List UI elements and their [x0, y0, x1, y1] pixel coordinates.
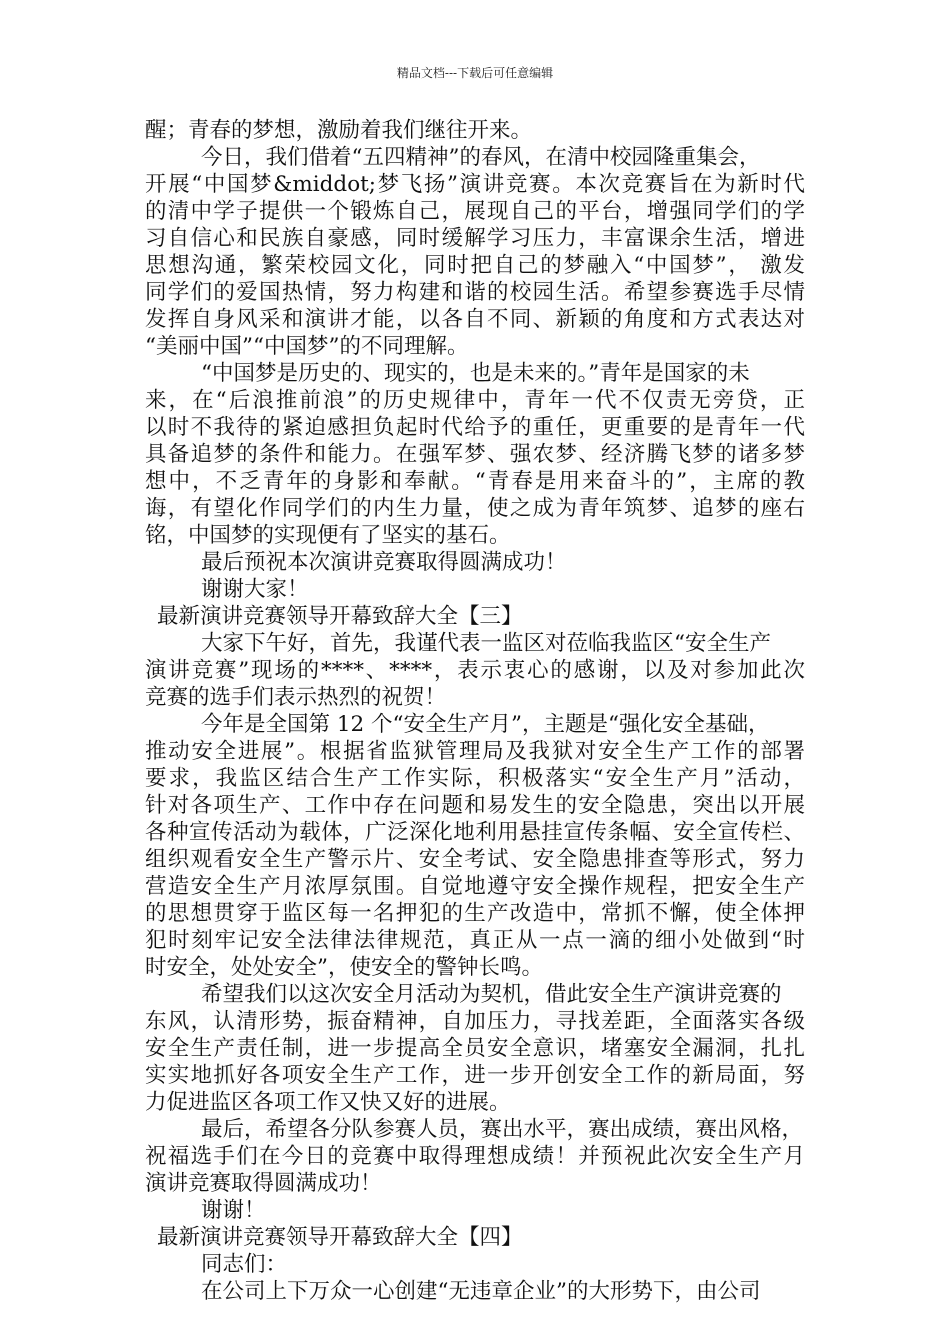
text-line: 诲，有望化作同学们的内生力量，使之成为青年筑梦、追梦的座右	[145, 496, 805, 521]
text-line: 谢谢大家！	[201, 577, 309, 602]
text-line: 的清中学子提供一个锻炼自己，展现自己的平台，增强同学们的学	[145, 199, 805, 224]
text-line: 醒；青春的梦想，激励着我们继往开来。	[145, 118, 533, 143]
document-body	[145, 117, 805, 1305]
text-line: 推动安全进展”。根据省监狱管理局及我狱对安全生产工作的部署	[145, 739, 805, 764]
section-heading: 最新演讲竞赛领导开幕致辞大全【三】	[157, 604, 523, 629]
text-line: 同志们：	[201, 1252, 288, 1277]
text-line: 组织观看安全生产警示片、安全考试、安全隐患排查等形式，努力	[145, 847, 805, 872]
text-line: 同学们的爱国热情，努力构建和谐的校园生活。希望参赛选手尽情	[145, 280, 805, 305]
text-line: 祝福选手们在今日的竞赛中取得理想成绩！并预祝此次安全生产月	[145, 1144, 805, 1169]
text-line: 营造安全生产月浓厚氛围。自觉地遵守安全操作规程，把安全生产	[145, 874, 805, 899]
text-line: 谢谢！	[201, 1198, 266, 1223]
text-line: 最后，希望各分队参赛人员，赛出水平，赛出成绩，赛出风格，	[201, 1117, 804, 1142]
text-line: 安全生产责任制，进一步提高全员安全意识，堵塞安全漏洞，扎扎	[145, 1036, 805, 1061]
text-line: 发挥自身风采和演讲才能，以各自不同、新颖的角度和方式表达对	[145, 307, 805, 332]
text-line: 最后预祝本次演讲竞赛取得圆满成功！	[201, 550, 567, 575]
text-line: 针对各项生产、工作中存在问题和易发生的安全隐患，突出以开展	[145, 793, 805, 818]
text-line: “美丽中国”“中国梦”的不同理解。	[145, 334, 469, 359]
text-line: 想中，不乏青年的身影和奉献。“青春是用来奋斗的”，主席的教	[145, 469, 805, 494]
text-line: 以时不我待的紧迫感担负起时代给予的重任，更重要的是青年一代	[145, 415, 805, 440]
section-heading: 最新演讲竞赛领导开幕致辞大全【四】	[157, 1225, 523, 1250]
text-line: 大家下午好，首先，我谨代表一监区对莅临我监区“安全生产	[201, 631, 771, 656]
text-line: 在公司上下万众一心创建“无违章企业”的大形势下，由公司	[201, 1279, 761, 1304]
text-line: 演讲竞赛”现场的****、****，表示衷心的感谢，以及对参加此次	[145, 658, 805, 683]
text-line: 思想沟通，繁荣校园文化，同时把自己的梦融入“中国梦”， 激发	[145, 253, 805, 278]
text-line: “中国梦是历史的、现实的，也是未来的。”青年是国家的未	[201, 361, 750, 386]
text-line: 实实地抓好各项安全生产工作，进一步开创安全工作的新局面，努	[145, 1063, 805, 1088]
text-line: 东风，认清形势，振奋精神，自加压力，寻找差距，全面落实各级	[145, 1009, 805, 1034]
text-line: 来，在“后浪推前浪”的历史规律中，青年一代不仅责无旁贷，正	[145, 388, 805, 413]
text-line: 的思想贯穿于监区每一名押犯的生产改造中，常抓不懈，使全体押	[145, 901, 805, 926]
text-line: 各种宣传活动为载体，广泛深化地利用悬挂宣传条幅、安全宣传栏、	[145, 820, 805, 845]
page-header: 精品文档---下载后可任意编辑	[396, 66, 554, 80]
text-line: 犯时刻牢记安全法律法律规范，真正从一点一滴的细小处做到“时	[145, 928, 805, 953]
text-line: 力促进监区各项工作又快又好的进展。	[145, 1090, 511, 1115]
text-line: 竞赛的选手们表示热烈的祝贺！	[145, 685, 447, 710]
text-line: 时安全，处处安全”，使安全的警钟长鸣。	[145, 955, 543, 980]
text-line: 希望我们以这次安全月活动为契机，借此安全生产演讲竞赛的	[201, 982, 782, 1007]
text-line: 要求，我监区结合生产工作实际，积极落实“安全生产月”活动，	[145, 766, 805, 791]
text-line: 今年是全国第 12 个“安全生产月”，主题是“强化安全基础，	[201, 712, 770, 737]
text-line: 具备追梦的条件和能力。在强军梦、强农梦、经济腾飞梦的诸多梦	[145, 442, 805, 467]
text-line: 铭，中国梦的实现便有了坚实的基石。	[145, 523, 511, 548]
text-line: 开展“中国梦&middot;梦飞扬”演讲竞赛。本次竞赛旨在为新时代	[145, 172, 805, 197]
text-line: 演讲竞赛取得圆满成功！	[145, 1171, 382, 1196]
text-line: 习自信心和民族自豪感，同时缓解学习压力，丰富课余生活，增进	[145, 226, 805, 251]
text-line: 今日，我们借着“五四精神”的春风，在清中校园隆重集会，	[201, 145, 761, 170]
